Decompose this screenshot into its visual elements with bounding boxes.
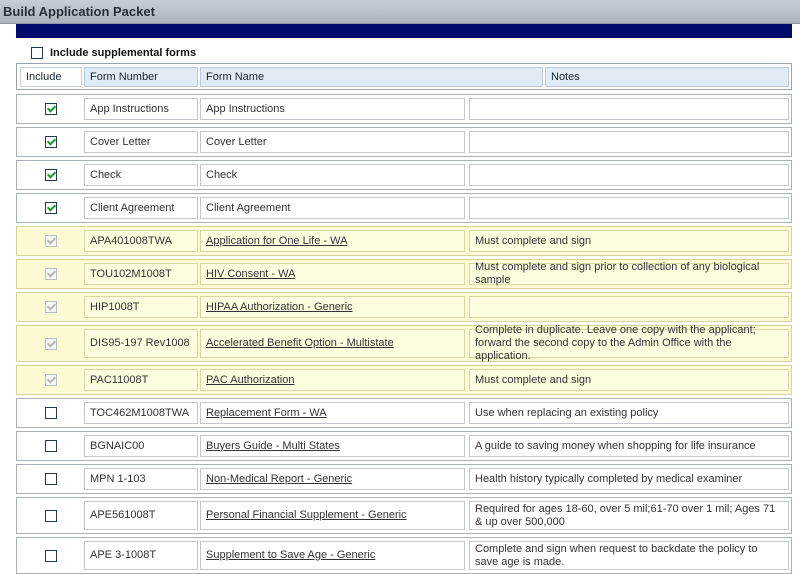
table-row xyxy=(16,292,792,322)
include-checkbox xyxy=(45,338,57,350)
table-row xyxy=(16,127,792,157)
table-row xyxy=(16,160,792,190)
table-row xyxy=(16,259,792,289)
form-number-cell: DIS95-197 Rev1008 xyxy=(84,329,198,358)
include-checkbox xyxy=(45,268,57,280)
column-header-notes: Notes xyxy=(545,67,789,87)
notes-cell xyxy=(469,197,789,219)
table-row xyxy=(16,94,792,124)
include-checkbox[interactable] xyxy=(45,550,57,562)
form-name-cell xyxy=(200,263,465,285)
form-name-link[interactable]: Supplement to Save Age - Generic xyxy=(206,549,376,561)
include-checkbox[interactable] xyxy=(45,407,57,419)
form-number-cell: Client Agreement xyxy=(84,197,198,219)
form-name-cell: Cover Letter xyxy=(200,131,465,153)
notes-cell xyxy=(469,164,789,186)
form-name-link[interactable]: PAC Authorization xyxy=(206,373,295,386)
include-cell xyxy=(20,402,82,424)
include-checkbox xyxy=(45,301,57,313)
notes-cell: Health history typically completed by medical examiner xyxy=(469,468,789,490)
notes-cell xyxy=(469,131,789,153)
form-name-cell xyxy=(200,402,465,424)
table-row xyxy=(16,365,792,395)
form-name-cell: App Instructions xyxy=(200,98,465,120)
form-name-link[interactable]: Personal Financial Supplement - Generic xyxy=(206,509,407,521)
notes-cell: Must complete and sign xyxy=(469,230,789,252)
notes-cell: Complete in duplicate. Leave one copy with the applicant; forward the second copy to the Admin Office with the application. xyxy=(469,329,789,358)
form-name-cell: Check xyxy=(200,164,465,186)
table-row xyxy=(16,431,792,461)
form-number-cell: Cover Letter xyxy=(84,131,198,153)
include-checkbox[interactable] xyxy=(45,136,57,148)
supplemental-option xyxy=(31,46,196,59)
form-name-link[interactable]: Accelerated Benefit Option - Multistate xyxy=(206,337,394,349)
form-name-link[interactable]: HIV Consent - WA xyxy=(206,267,296,280)
include-cell xyxy=(20,131,82,153)
form-name-link[interactable]: Non-Medical Report - Generic xyxy=(206,472,353,485)
form-number-cell: App Instructions xyxy=(84,98,198,120)
form-name-cell xyxy=(200,230,465,252)
notes-cell: Must complete and sign xyxy=(469,369,789,391)
table-row xyxy=(16,325,792,362)
form-number-cell: PAC11008T xyxy=(84,369,198,391)
table-row xyxy=(16,497,792,534)
form-number-cell: TOU102M1008T xyxy=(84,263,198,285)
grid-header xyxy=(16,63,792,90)
supplemental-forms-label: Include supplemental forms xyxy=(50,46,197,59)
include-checkbox[interactable] xyxy=(45,103,57,115)
notes-cell: Required for ages 18-60, over 5 mil;61-70 over 1 mil; Ages 71 & up over 500,000 xyxy=(469,501,789,530)
form-number-cell: APA401008TWA xyxy=(84,230,198,252)
notes-cell xyxy=(469,98,789,120)
table-row xyxy=(16,193,792,223)
include-cell xyxy=(20,164,82,186)
form-name-link[interactable]: Application for One Life - WA xyxy=(206,234,348,247)
nav-bar xyxy=(16,24,792,38)
include-checkbox[interactable] xyxy=(45,473,57,485)
form-name-cell xyxy=(200,501,465,530)
form-name-cell xyxy=(200,329,465,358)
form-number-cell: MPN 1-103 xyxy=(84,468,198,490)
form-name-cell xyxy=(200,468,465,490)
form-number-cell: BGNAIC00 xyxy=(84,435,198,457)
form-name-cell: Client Agreement xyxy=(200,197,465,219)
notes-cell: Complete and sign when request to backdate the policy to save age is made. xyxy=(469,541,789,570)
table-row xyxy=(16,398,792,428)
include-checkbox[interactable] xyxy=(45,202,57,214)
include-cell xyxy=(20,435,82,457)
supplemental-forms-checkbox[interactable] xyxy=(31,47,43,59)
table-row xyxy=(16,537,792,574)
table-row xyxy=(16,226,792,256)
include-checkbox[interactable] xyxy=(45,440,57,452)
form-number-cell: TOC462M1008TWA xyxy=(84,402,198,424)
notes-cell xyxy=(469,296,789,318)
page-title: Build Application Packet xyxy=(3,4,155,19)
include-checkbox xyxy=(45,374,57,386)
form-number-cell: HIP1008T xyxy=(84,296,198,318)
include-cell xyxy=(20,329,82,358)
include-cell xyxy=(20,369,82,391)
notes-cell: Use when replacing an existing policy xyxy=(469,402,789,424)
column-header-include: Include xyxy=(20,67,82,87)
include-cell xyxy=(20,98,82,120)
title-bar xyxy=(0,0,800,24)
column-header-form-name: Form Name xyxy=(200,67,543,87)
include-cell xyxy=(20,501,82,530)
column-header-form-number: Form Number xyxy=(84,67,198,87)
form-number-cell: APE561008T xyxy=(84,501,198,530)
notes-cell: A guide to saving money when shopping for life insurance xyxy=(469,435,789,457)
include-cell xyxy=(20,230,82,252)
form-name-link[interactable]: HIPAA Authorization - Generic xyxy=(206,300,353,313)
notes-cell: Must complete and sign prior to collection of any biological sample xyxy=(469,263,789,285)
form-name-cell xyxy=(200,369,465,391)
form-name-cell xyxy=(200,296,465,318)
table-row xyxy=(16,464,792,494)
include-checkbox[interactable] xyxy=(45,169,57,181)
include-cell xyxy=(20,197,82,219)
form-number-cell: APE 3-1008T xyxy=(84,541,198,570)
include-checkbox xyxy=(45,235,57,247)
include-cell xyxy=(20,296,82,318)
include-cell xyxy=(20,468,82,490)
include-checkbox[interactable] xyxy=(45,510,57,522)
form-name-link[interactable]: Buyers Guide - Multi States xyxy=(206,439,340,452)
form-name-cell xyxy=(200,435,465,457)
form-name-link[interactable]: Replacement Form - WA xyxy=(206,406,327,419)
form-number-cell: Check xyxy=(84,164,198,186)
include-cell xyxy=(20,263,82,285)
